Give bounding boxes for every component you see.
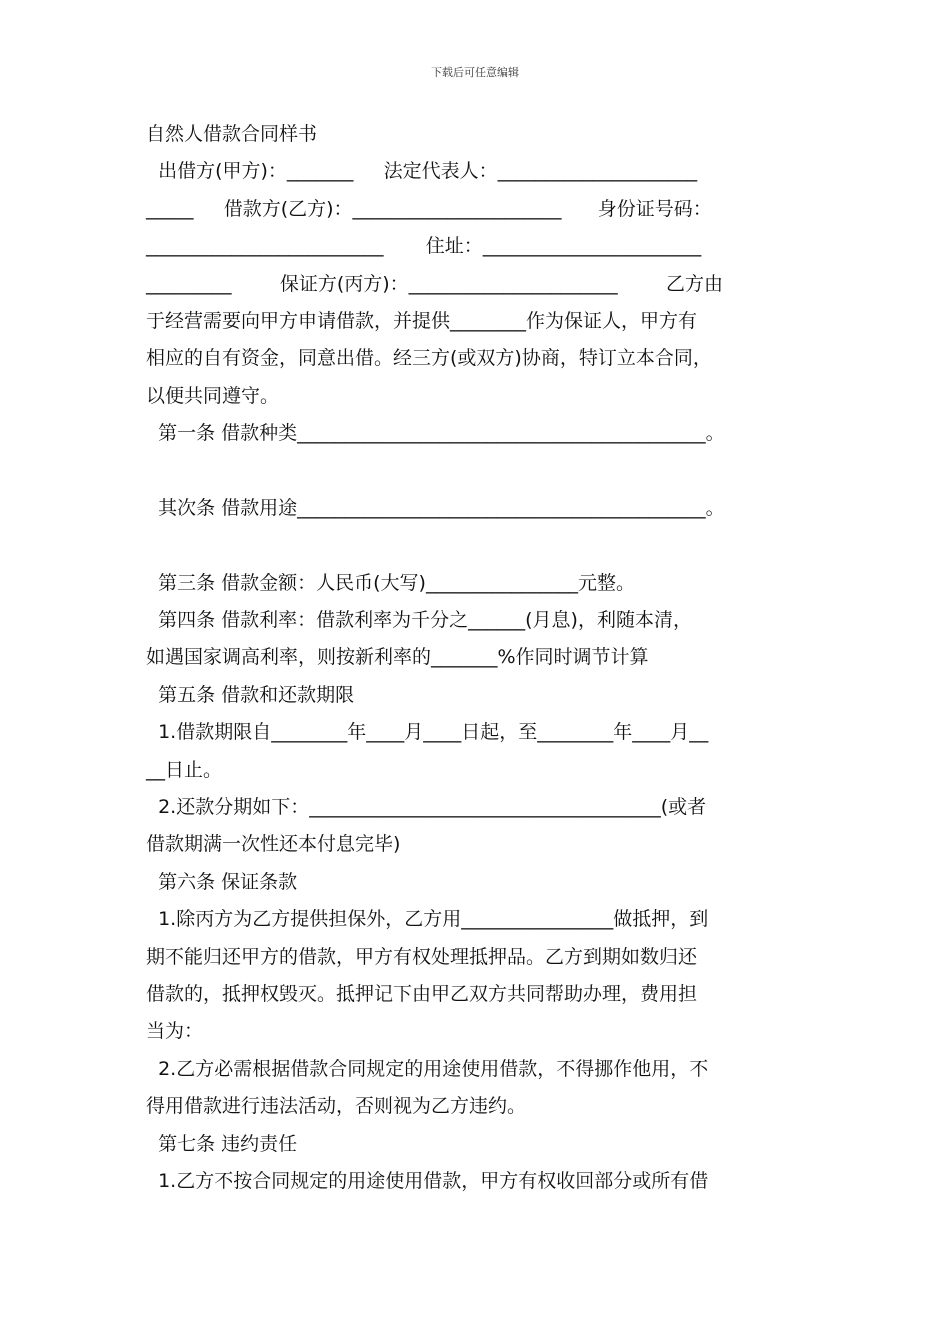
article-6-heading: 第六条 保证条款 xyxy=(146,870,298,893)
blank-line xyxy=(146,453,806,490)
paragraph-line: 相应的自有资金，同意出借。经三方(或双方)协商，特订立本合同， xyxy=(146,347,712,370)
paragraph-line: 期不能归还甲方的借款，甲方有权处理抵押品。乙方到期如数归还 xyxy=(146,945,698,968)
article-2-loan-purpose: 其次条 借款用途___________________________________________。 xyxy=(146,496,725,519)
paragraph-line: __日止。 xyxy=(146,758,223,781)
contract-title: 自然人借款合同样书 xyxy=(146,123,318,145)
article-1-loan-type: 第一条 借款种类___________________________________________。 xyxy=(146,422,725,445)
paragraph-line: _________ 保证方(丙方)：______________________ 乙方由 xyxy=(146,272,723,295)
article-5-heading: 第五条 借款和还款期限 xyxy=(146,683,355,706)
article-7-heading: 第七条 违约责任 xyxy=(146,1132,298,1155)
article-4-interest-rate: 第四条 借款利率：借款利率为千分之______(月息)，利随本清， xyxy=(146,609,692,632)
paragraph-line: _________________________ 住址：_______________________ xyxy=(146,235,702,258)
article-3-loan-amount: 第三条 借款金额：人民币(大写)________________元整。 xyxy=(146,571,635,594)
paragraph-line: 得用借款进行违法活动，否则视为乙方违约。 xyxy=(146,1095,527,1118)
paragraph-line: 2.乙方必需根据借款合同规定的用途使用借款，不得挪作他用，不 xyxy=(146,1057,709,1080)
blank-line xyxy=(146,527,806,564)
page-header-note: 下载后可任意编辑 xyxy=(431,66,519,79)
paragraph-line: 2.还款分期如下：_____________________________________(或者 xyxy=(146,796,707,819)
paragraph-line: 1.乙方不按合同规定的用途使用借款，甲方有权收回部分或所有借 xyxy=(146,1169,709,1192)
paragraph-line: _____ 借款方(乙方)：______________________ 身份证号码： xyxy=(146,197,712,220)
paragraph-line: 当为： xyxy=(146,1020,204,1043)
paragraph-line: 于经营需要向甲方申请借款，并提供________作为保证人，甲方有 xyxy=(146,309,698,332)
paragraph-line: 出借方(甲方)：_______ 法定代表人：_____________________ xyxy=(146,160,698,183)
paragraph-line: 1.借款期限自________年____月____日起，至________年____月__ xyxy=(146,721,709,744)
paragraph-line: 以便共同遵守。 xyxy=(146,384,280,407)
paragraph-line: 借款的，抵押权毁灭。抵押记下由甲乙双方共同帮助办理，费用担 xyxy=(146,982,698,1005)
contract-body xyxy=(146,116,806,1200)
paragraph-line: 借款期满一次性还本付息完毕) xyxy=(146,833,401,856)
paragraph-line: 1.除丙方为乙方提供担保外，乙方用________________做抵押，到 xyxy=(146,908,709,931)
paragraph-line: 如遇国家调高利率，则按新利率的_______%作同时调节计算 xyxy=(146,646,649,669)
